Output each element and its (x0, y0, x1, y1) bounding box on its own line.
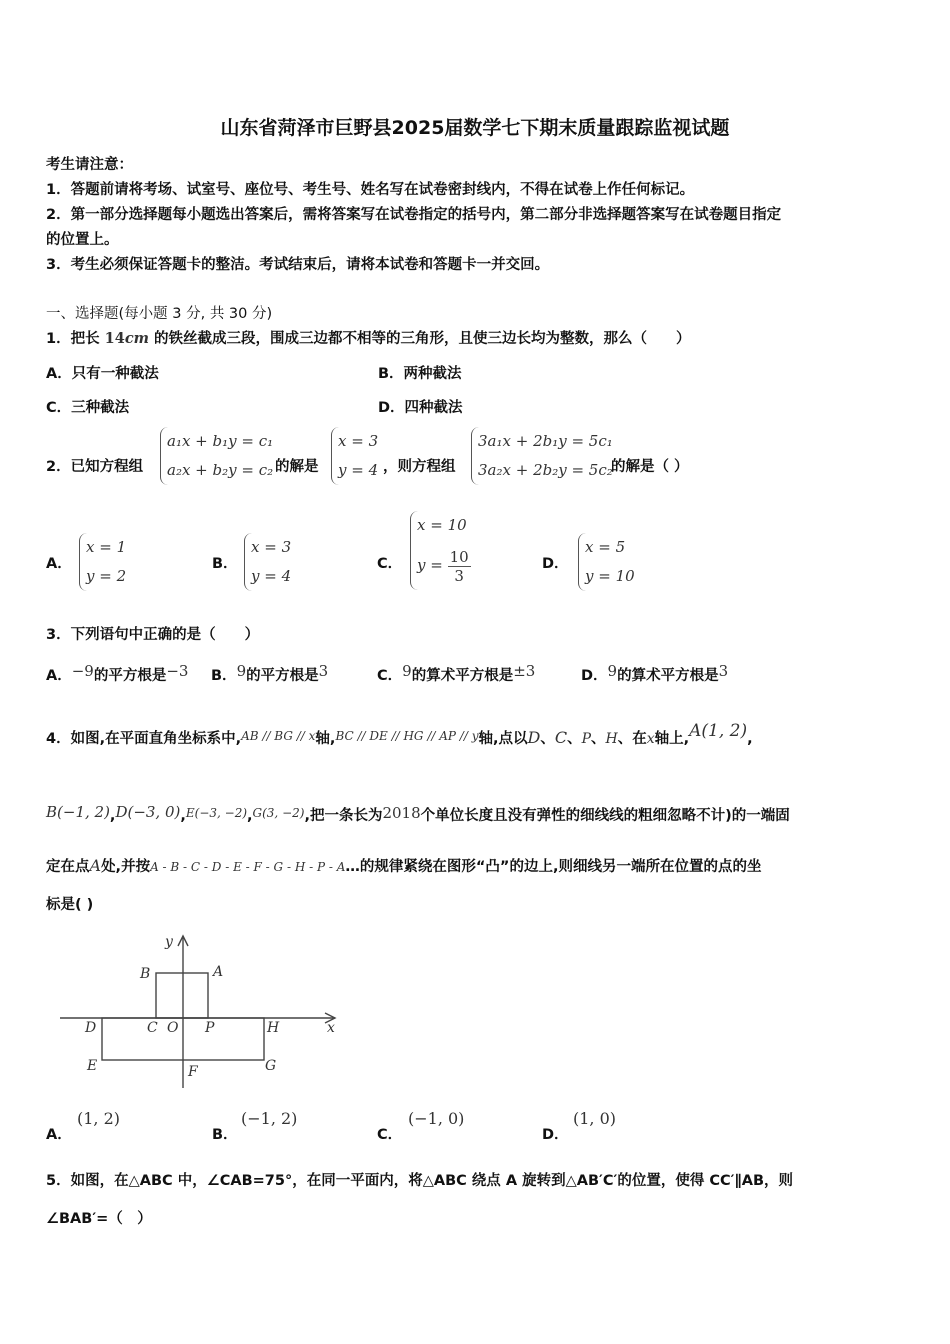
q2-system-3 (471, 427, 613, 485)
q2-option-d-eq1: x = 5 (585, 538, 626, 556)
q2-option-d-system (578, 533, 635, 591)
q2-system-3-eq1: 3a₁x + 2b₁y = 5c₁ (478, 432, 613, 450)
q2-text-1: 2．已知方程组 (46, 459, 144, 475)
label-y: y (165, 934, 173, 950)
q4-option-d-label: D． (542, 1127, 569, 1143)
q3-option-a (46, 664, 188, 685)
q4-line3-text3: …的规律紧绕在图形“凸”的边上,则细线另一端所在位置的点的坐 (345, 859, 762, 875)
q3-option-a-math2: −3 (166, 662, 189, 680)
top-rectangle (156, 973, 208, 1018)
q2-option-a-label: A． (46, 556, 72, 572)
q2-option-c-eq1: x = 10 (417, 516, 467, 534)
question-1-stem (46, 327, 691, 348)
q4-line1-math1: AB // BG // x (241, 729, 316, 743)
q4-option-c-value: (−1, 0) (408, 1109, 465, 1128)
q4-line1-text3: 轴,点以 (478, 731, 528, 747)
q4-line2-math3: E(−3, −2) (185, 806, 248, 820)
q1-option-d: D．四种截法 (378, 400, 463, 416)
q1-option-b: B．两种截法 (378, 366, 462, 382)
q4-line1-text6: 、 (591, 731, 606, 747)
q3-option-c-math1: 9 (402, 662, 412, 680)
q4-line-1 (46, 721, 753, 748)
q2-option-b-label: B． (212, 556, 238, 572)
q2-system-1 (160, 427, 273, 485)
q4-line1-text5: 、 (567, 731, 582, 747)
q4-line2-text3: , (247, 808, 253, 824)
q3-option-d-math1: 9 (607, 662, 618, 680)
q4-line1-text: 4．如图,在平面直角坐标系中, (46, 731, 242, 747)
q4-line3-text1: 定在点 (46, 859, 90, 875)
notice-item-2: 2．第一部分选择题每小题选出答案后，需将答案写在试卷指定的括号内，第二部分非选择题答案写在试卷题目指定 (46, 207, 782, 223)
label-c: C (147, 1020, 158, 1036)
q2-option-c-label: C． (377, 556, 403, 572)
question-3-stem: 3．下列语句中正确的是（ ） (46, 627, 260, 643)
section-heading: 一、选择题(每小题 3 分, 共 30 分) (46, 306, 273, 322)
q2-system-2 (331, 427, 378, 485)
label-e: E (87, 1058, 98, 1074)
q2-option-a-eq2: y = 2 (86, 567, 127, 585)
q3-option-d-label: D． (581, 668, 608, 684)
q4-line2-text2: , (180, 808, 186, 824)
q2-option-a-system (79, 533, 126, 591)
q1-option-c: C．三种截法 (46, 400, 130, 416)
question-5-line-1: 5．如图，在△ABC 中，∠CAB=75°，在同一平面内，将△ABC 绕点 A 旋转到△AB′C′的位置，使得 CC′∥AB，则 (46, 1173, 794, 1189)
q4-line3-text2: 处,并按 (101, 859, 151, 875)
q4-line3-math1: A (89, 856, 102, 875)
q2-option-c-eq2-lhs: y = (417, 556, 448, 574)
q3-option-c-label: C． (377, 668, 403, 684)
q2-option-b-eq2: y = 4 (251, 567, 292, 585)
q4-line1-math5: P (581, 731, 591, 747)
q4-line-3 (46, 855, 761, 876)
q2-text-3: ，则方程组 (383, 459, 456, 475)
q2-option-d-eq2: y = 10 (585, 567, 635, 585)
label-o: O (167, 1020, 179, 1036)
q4-line3-math2: A - B - C - D - E - F - G - H - P - A (150, 860, 346, 874)
q2-text-2: 的解是 (275, 459, 319, 475)
q4-line1-math4: C (554, 728, 568, 747)
page-title: 山东省菏泽市巨野县2025届数学七下期末质量跟踪监视试题 (220, 117, 730, 139)
q3-option-b (211, 664, 328, 685)
q3-option-d-text: 的算术平方根是 (617, 668, 719, 684)
q4-line1-math2: BC // DE // HG // AP // y (335, 729, 479, 743)
q4-line2-text5: 个单位长度且没有弹性的细线线的粗细忽略不计)的一端固 (420, 808, 790, 824)
q3-option-a-text: 的平方根是 (93, 668, 167, 684)
q2-option-d-label: D． (542, 556, 569, 572)
label-h: H (267, 1020, 280, 1036)
q3-option-b-math1: 9 (236, 662, 247, 680)
q4-line1-math3: D (527, 728, 541, 747)
q2-system-2-eq1: x = 3 (338, 432, 379, 450)
q4-line2-math4: G(3, −2) (252, 806, 305, 820)
q4-line2-text4: ,把一条长为 (304, 808, 383, 824)
q2-option-a-eq1: x = 1 (86, 538, 127, 556)
q2-option-c-system (410, 511, 471, 590)
q4-line2-text1: , (109, 808, 116, 824)
q2-system-1-eq2: a₂x + b₂y = c₂ (167, 461, 274, 479)
label-p: P (205, 1020, 215, 1036)
q3-option-c-text: 的算术平方根是 (411, 668, 514, 684)
q4-line1-text4: 、 (540, 731, 555, 747)
q1-length: 14 (104, 330, 125, 347)
q4-line1-text2: 轴, (315, 731, 336, 747)
q1-pre: 1．把长 (46, 331, 105, 347)
q4-line1-text8: 轴上, (654, 731, 690, 747)
q4-line2-math5: 2018 (382, 804, 421, 822)
label-f: F (188, 1064, 198, 1080)
q2-system-3-eq2: 3a₂x + 2b₂y = 5c₂ (478, 461, 613, 479)
q4-option-c-label: C． (377, 1127, 403, 1143)
label-d: D (85, 1020, 97, 1036)
q3-option-d (581, 664, 728, 685)
q3-option-a-math1: −9 (71, 662, 94, 680)
q3-option-a-label: A． (46, 668, 72, 684)
q2-option-b-eq1: x = 3 (251, 538, 292, 556)
notice-item-1: 1．答题前请将考场、试室号、座位号、考生号、姓名写在试卷密封线内，不得在试卷上作任何标记。 (46, 182, 695, 198)
q4-line1-math7: x (646, 731, 655, 747)
notice-item-2-cont: 的位置上。 (46, 232, 119, 248)
q2-text-4: 的解是（ ） (611, 459, 689, 475)
fraction-denominator: 3 (454, 566, 464, 585)
label-a: A (213, 964, 224, 980)
q1-unit: cm (124, 330, 149, 347)
label-b: B (140, 966, 151, 982)
q2-option-c-eq2 (417, 540, 471, 590)
q4-option-a-value: (1, 2) (77, 1109, 121, 1128)
q2-system-1-eq1: a₁x + b₁y = c₁ (167, 432, 274, 450)
q2-option-c-fraction (448, 548, 471, 585)
q4-option-b-value: (−1, 2) (241, 1109, 298, 1128)
q4-line-2 (46, 804, 790, 825)
q3-option-b-math2: 3 (318, 662, 329, 680)
label-g: G (265, 1058, 277, 1074)
q4-option-b-label: B． (212, 1127, 238, 1143)
q1-post: 的铁丝截成三段，围成三边都不相等的三角形，且使三边长均为整数，那么（ ） (149, 331, 691, 347)
q4-option-a-label: A． (46, 1127, 72, 1143)
q4-line-4: 标是( ) (46, 897, 94, 913)
notice-item-3: 3．考生必须保证答题卡的整洁。考试结束后，请将本试卷和答题卡一并交回。 (46, 257, 550, 273)
q3-option-d-math2: 3 (718, 662, 729, 680)
fraction-numerator: 10 (449, 547, 469, 566)
notice-heading: 考生请注意： (46, 157, 133, 173)
q2-system-2-eq2: y = 4 (338, 461, 379, 479)
q3-option-c (377, 664, 535, 685)
q4-line1-math6: H (605, 731, 618, 747)
q4-line1-text7: 、在 (617, 731, 647, 747)
question-5-line-2: ∠BAB′=（ ） (46, 1211, 152, 1227)
q3-option-b-label: B． (211, 668, 237, 684)
q4-figure (55, 928, 355, 1093)
q4-line1-math8: A(1, 2) (689, 721, 748, 741)
q4-line1-text9: , (747, 731, 753, 747)
q4-line2-math2: D(−3, 0) (115, 803, 181, 821)
q2-option-b-system (244, 533, 291, 591)
q4-line2-math1: B(−1, 2) (46, 803, 110, 821)
q1-option-a: A．只有一种截法 (46, 366, 159, 382)
q3-option-c-math2: ±3 (513, 662, 536, 680)
q4-option-d-value: (1, 0) (573, 1109, 617, 1128)
q3-option-b-text: 的平方根是 (246, 668, 319, 684)
label-x: x (327, 1020, 335, 1036)
